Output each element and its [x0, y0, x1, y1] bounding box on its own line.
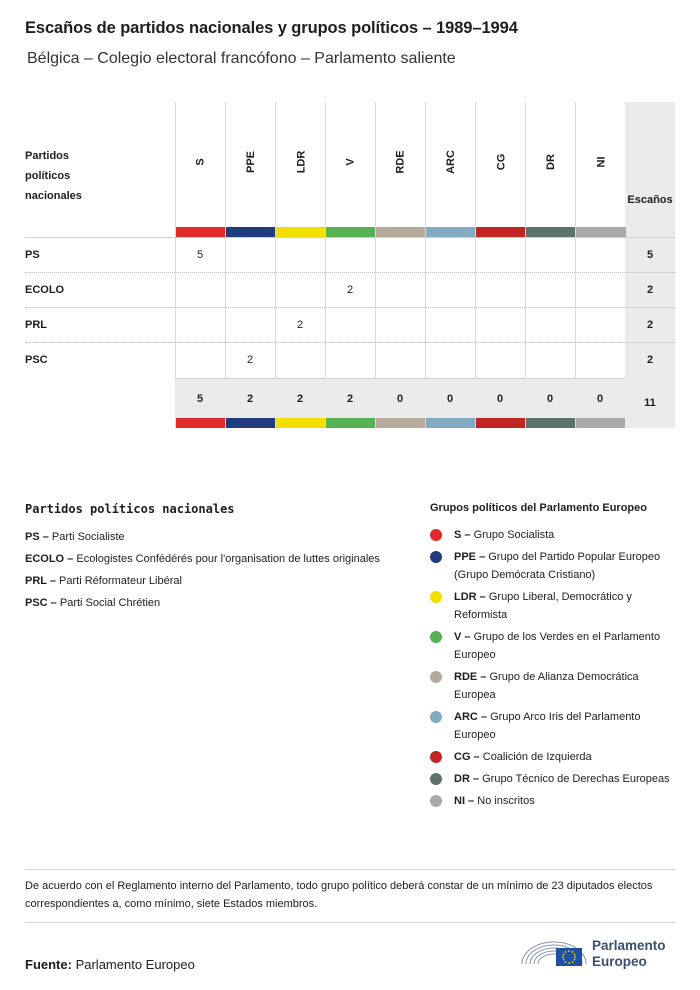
group-full-name: Coalición de Izquierda: [482, 751, 592, 763]
group-code: NI: [595, 156, 607, 168]
group-code: LDR: [294, 150, 307, 174]
group-full-name: Grupo Arco Iris del Parlamento Europeo: [454, 711, 641, 741]
party-seats: 2: [646, 319, 654, 331]
table-cell: [575, 238, 625, 273]
legend-political-groups: [430, 502, 670, 814]
group-total: 5: [196, 393, 204, 405]
table-cell: 5: [196, 249, 204, 261]
group-abbr: PPE –: [454, 551, 486, 563]
party-seats: 2: [646, 284, 654, 296]
group-color-strip: [276, 418, 326, 428]
table-row: [25, 307, 675, 342]
group-header: [276, 102, 326, 222]
footnote: De acuerdo con el Reglamento interno del Parlamento, todo grupo político deberá constar de un mínimo de 23 diputados electos correspondientes a, como mínimo, siete Estados miembros.: [25, 880, 653, 910]
legend-group-item: [430, 708, 670, 744]
party-abbr: PSC –: [25, 597, 57, 609]
page-subtitle: Bélgica – Colegio electoral francófono – Parlamento saliente: [27, 50, 456, 67]
table-cell: [325, 308, 375, 343]
group-abbr: DR –: [454, 773, 480, 785]
table-cell: [175, 273, 225, 308]
logo-text: [592, 938, 666, 970]
table-cell: [425, 273, 475, 308]
group-color-strip: [526, 418, 576, 428]
table-header-parties: Partidos políticos nacionales: [25, 150, 82, 202]
group-header: [476, 102, 526, 222]
color-dot-icon: [430, 711, 442, 723]
table-cell: 2: [346, 284, 354, 296]
color-dot-icon: [430, 751, 442, 763]
group-total: 2: [296, 393, 304, 405]
group-code: CG: [495, 153, 507, 171]
table-cell: [375, 238, 425, 273]
group-color-strip: [426, 418, 476, 428]
group-header: [176, 102, 226, 222]
table-cell: [275, 343, 325, 378]
legend-group-item: [430, 668, 670, 704]
group-abbr: V –: [454, 631, 471, 643]
table-row: [25, 342, 675, 377]
table-cell: [325, 343, 375, 378]
group-total: 0: [446, 393, 454, 405]
table-cell: [275, 273, 325, 308]
table-cell: [475, 238, 525, 273]
group-full-name: Grupo Técnico de Derechas Europeas: [482, 773, 670, 785]
party-abbr: ECOLO –: [25, 553, 74, 565]
group-full-name: Grupo Socialista: [473, 529, 555, 541]
table-cell: [175, 308, 225, 343]
group-color-strip: [276, 227, 326, 237]
table-cell: [425, 308, 475, 343]
table-row: [25, 272, 675, 307]
color-dot-icon: [430, 591, 442, 603]
color-dot-icon: [430, 529, 442, 541]
party-seats: 5: [646, 249, 654, 261]
legend-group-item: [430, 770, 670, 788]
table-cell: [575, 308, 625, 343]
table-cell: [475, 308, 525, 343]
table-cell: [425, 238, 475, 273]
party-seats: 2: [646, 354, 654, 366]
group-color-strip: [376, 227, 426, 237]
group-total: 0: [596, 393, 604, 405]
group-abbr: ARC –: [454, 711, 488, 723]
legend-party-item: [25, 550, 385, 568]
table-cell: [425, 343, 475, 378]
legend-group-item: [430, 526, 670, 544]
table-cell: [375, 273, 425, 308]
group-color-strip: [576, 418, 626, 428]
table-cell: [475, 273, 525, 308]
color-dot-icon: [430, 671, 442, 683]
group-color-strip: [376, 418, 426, 428]
group-color-strip: [226, 418, 276, 428]
legend-group-item: [430, 628, 670, 664]
group-code: DR: [544, 154, 557, 170]
group-code: RDE: [394, 150, 407, 174]
totals-row: [175, 378, 675, 418]
table-cell: [575, 273, 625, 308]
table-cell: [525, 273, 575, 308]
divider: [25, 869, 675, 870]
party-abbr: PRL –: [25, 575, 56, 587]
group-code: PPE: [244, 150, 257, 174]
table-cell: [225, 238, 275, 273]
legend-group-item: [430, 748, 670, 766]
group-color-strip: [176, 418, 226, 428]
source-value: Parlamento Europeo: [75, 957, 195, 972]
seats-header: Escaños: [627, 194, 673, 206]
party-abbr: PS –: [25, 531, 49, 543]
color-dot-icon: [430, 773, 442, 785]
group-abbr: NI –: [454, 795, 475, 807]
page-title: Escaños de partidos nacionales y grupos políticos – 1989–1994: [25, 19, 518, 37]
table-cell: [375, 343, 425, 378]
party-full-name: Parti Réformateur Libéral: [59, 575, 182, 587]
group-header: [526, 102, 576, 222]
table-cell: [225, 308, 275, 343]
group-color-strip: [426, 227, 476, 237]
table-cell: [525, 343, 575, 378]
group-abbr: S –: [454, 529, 471, 541]
legend-groups-title: Grupos políticos del Parlamento Europeo: [430, 502, 647, 514]
party-full-name: Parti Socialiste: [51, 531, 125, 543]
group-color-strip: [476, 227, 526, 237]
color-dot-icon: [430, 795, 442, 807]
table-cell: [175, 343, 225, 378]
group-header: [426, 102, 476, 222]
group-header: [376, 102, 426, 222]
party-full-name: Parti Social Chrétien: [59, 597, 161, 609]
source-line: [25, 957, 195, 972]
group-total: 0: [496, 393, 504, 405]
group-abbr: LDR –: [454, 591, 486, 603]
table-cell: [325, 238, 375, 273]
table-cell: [275, 238, 325, 273]
table-cell: 2: [296, 319, 304, 331]
grand-total: 11: [625, 378, 675, 428]
group-abbr: CG –: [454, 751, 480, 763]
group-color-strip: [476, 418, 526, 428]
group-full-name: Grupo Liberal, Democrático y Reformista: [454, 591, 632, 621]
logo-line-2: Europeo: [592, 954, 647, 969]
legend-national-parties: [25, 502, 385, 616]
group-color-strip: [326, 418, 376, 428]
group-full-name: Grupo del Partido Popular Europeo (Grupo Demócrata Cristiano): [454, 551, 661, 581]
legend-group-item: [430, 588, 670, 624]
table-cell: [525, 308, 575, 343]
table-row: [25, 237, 675, 272]
party-name: PS: [25, 249, 40, 261]
group-full-name: No inscritos: [477, 795, 535, 807]
color-dot-icon: [430, 631, 442, 643]
party-full-name: Ecologistes Confédérés pour l'organisation de luttes originales: [76, 553, 380, 565]
table-cell: [375, 308, 425, 343]
legend-group-item: [430, 548, 670, 584]
group-total: 0: [396, 393, 404, 405]
group-total: 2: [246, 393, 254, 405]
table-cell: [225, 273, 275, 308]
group-color-strip: [176, 227, 226, 237]
table-cell: [525, 238, 575, 273]
table-cell: [575, 343, 625, 378]
color-dot-icon: [430, 551, 442, 563]
group-total: 0: [546, 393, 554, 405]
legend-group-item: [430, 792, 670, 810]
group-header: [576, 102, 626, 222]
table-cell: 2: [246, 354, 254, 366]
group-color-strip: [576, 227, 626, 237]
group-color-strip: [326, 227, 376, 237]
party-name: PSC: [25, 354, 48, 366]
legend-parties-title: Partidos políticos nacionales: [25, 502, 235, 516]
group-header: [226, 102, 276, 222]
group-header: [326, 102, 376, 222]
hemicycle-emblem-icon: [518, 930, 590, 972]
group-code: V: [345, 158, 357, 166]
group-code: ARC: [445, 150, 457, 174]
divider: [25, 922, 675, 923]
logo-line-1: Parlamento: [592, 938, 666, 953]
european-parliament-logo: [518, 930, 678, 972]
group-full-name: Grupo de los Verdes en el Parlamento Europeo: [454, 631, 661, 661]
group-code: S: [195, 158, 207, 166]
legend-party-item: [25, 572, 385, 590]
table-cell: [475, 343, 525, 378]
group-color-strip: [526, 227, 576, 237]
legend-party-item: [25, 594, 385, 612]
group-abbr: RDE –: [454, 671, 487, 683]
group-color-strip: [226, 227, 276, 237]
party-name: ECOLO: [25, 284, 65, 296]
group-total: 2: [346, 393, 354, 405]
party-name: PRL: [25, 319, 47, 331]
legend-party-item: [25, 528, 385, 546]
source-label: Fuente:: [25, 957, 72, 972]
group-full-name: Grupo de Alianza Democrática Europea: [454, 671, 639, 701]
